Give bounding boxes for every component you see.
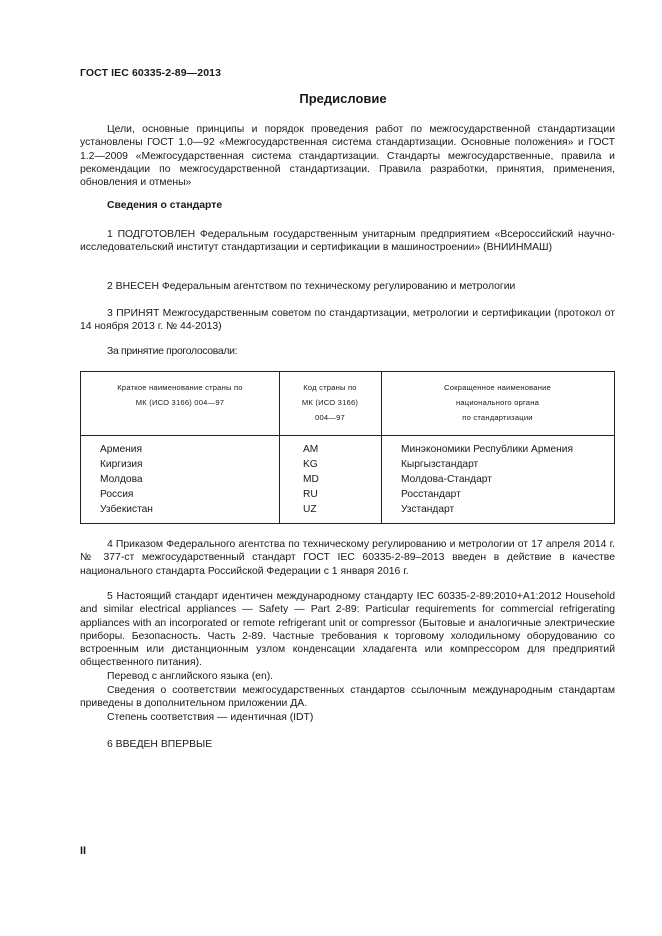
header-line: МК (ИСО 3166) 004—97: [135, 398, 225, 407]
table-header-code: [279, 380, 381, 425]
header-line: по стандартизации: [462, 413, 533, 422]
table-cell-country: Армения: [100, 444, 142, 455]
table-cell-body: Кыргызстандарт: [401, 459, 479, 470]
item-5-references: Сведения о соответствии межгосударственных стандартов ссылочным международным стандартам приведены в дополнительном приложении ДА.: [80, 685, 615, 710]
header-line: национального органа: [455, 398, 540, 407]
item-2-paragraph: 2 ВНЕСЕН Федеральным агентством по техническому регулированию и метрологии: [107, 281, 516, 292]
item-4-paragraph: 4 Приказом Федерального агентства по техническому регулированию и метрологии от 17 апреля 2014 г. № 377-ст межгосударственный стандарт ГОСТ IEC 60335-2-89–2013 введен в действие в качестве национального стандарта Российской Федерации с 1 января 2016 г.: [80, 539, 615, 577]
table-header-divider: [81, 435, 614, 436]
country-column: [100, 442, 153, 517]
page-title: Предисловие: [299, 91, 387, 106]
table-cell-body: Росстандарт: [401, 489, 461, 500]
table-header-body: [381, 380, 614, 425]
intro-paragraph: Цели, основные принципы и порядок проведения работ по межгосударственной стандартизации установлены ГОСТ 1.0—92 «Межгосударственная система стандартизации. Основные положения» и ГОСТ 1.2—2009 «Межгосударственная система стандартизации. Стандарты межгосударственные, правила и рекомендации по межгосударственной стандартизации. Правила разработки, принятия, применения, обновления и отмены»: [80, 124, 615, 189]
table-cell-body: Молдова-Стандарт: [401, 474, 492, 485]
header-line: МК (ИСО 3166): [301, 398, 359, 407]
table-cell-body: Минэкономики Республики Армения: [401, 444, 573, 455]
body-column: [401, 442, 573, 517]
header-line: Сокращенное наименование: [444, 383, 551, 392]
table-cell-country: Молдова: [100, 474, 143, 485]
page-number: II: [80, 845, 87, 857]
table-cell-code: UZ: [303, 504, 317, 515]
item-3-paragraph: 3 ПРИНЯТ Межгосударственным советом по стандартизации, метрологии и сертификации (протокол от 14 ноября 2013 г. № 44-2013): [80, 308, 615, 333]
voting-table: [80, 371, 615, 524]
table-cell-code: AM: [303, 444, 319, 455]
document-code-header: ГОСТ IEC 60335-2-89—2013: [80, 67, 222, 79]
item-1-paragraph: 1 ПОДГОТОВЛЕН Федеральным государственным унитарным предприятием «Всероссийский научно-исследовательский институт стандартизации и сертификации в машиностроении» (ВНИИНМАШ): [80, 229, 615, 254]
vote-label: За принятие проголосовали:: [107, 346, 238, 357]
table-cell-body: Узстандарт: [401, 504, 455, 515]
table-cell-country: Россия: [100, 489, 134, 500]
table-header-country: [81, 380, 279, 410]
table-cell-country: Узбекистан: [100, 504, 153, 515]
item-5-paragraph: 5 Настоящий стандарт идентичен международному стандарту IEC 60335-2-89:2010+A1:2012 Household and similar electrical appliances — Safety — Part 2-89: Particular requirements for commercial refrigerating appliances with an incorporated or remote refrigerant unit or compressor (Бытовые и аналогичные электрические приборы. Безопасность. Часть 2-89. Частные требования к торговому холодильному оборудованию со встроенным или дистанционным узлом конденсации хладагента или компрессором для предприятий общественного питания).: [80, 591, 615, 669]
header-line: Краткое наименование страны по: [117, 383, 243, 392]
table-cell-country: Киргизия: [100, 459, 143, 470]
item-5-language: Перевод с английского языка (en).: [107, 671, 274, 682]
item-6-paragraph: 6 ВВЕДЕН ВПЕРВЫЕ: [107, 739, 213, 750]
header-line: Код страны по: [303, 383, 357, 392]
code-column: [303, 442, 319, 517]
item-5-degree: Степень соответствия — идентичная (IDT): [107, 712, 314, 723]
section-title: Сведения о стандарте: [107, 200, 223, 211]
table-cell-code: MD: [303, 474, 319, 485]
table-cell-code: KG: [303, 459, 318, 470]
header-line: 004—97: [315, 413, 345, 422]
table-cell-code: RU: [303, 489, 318, 500]
